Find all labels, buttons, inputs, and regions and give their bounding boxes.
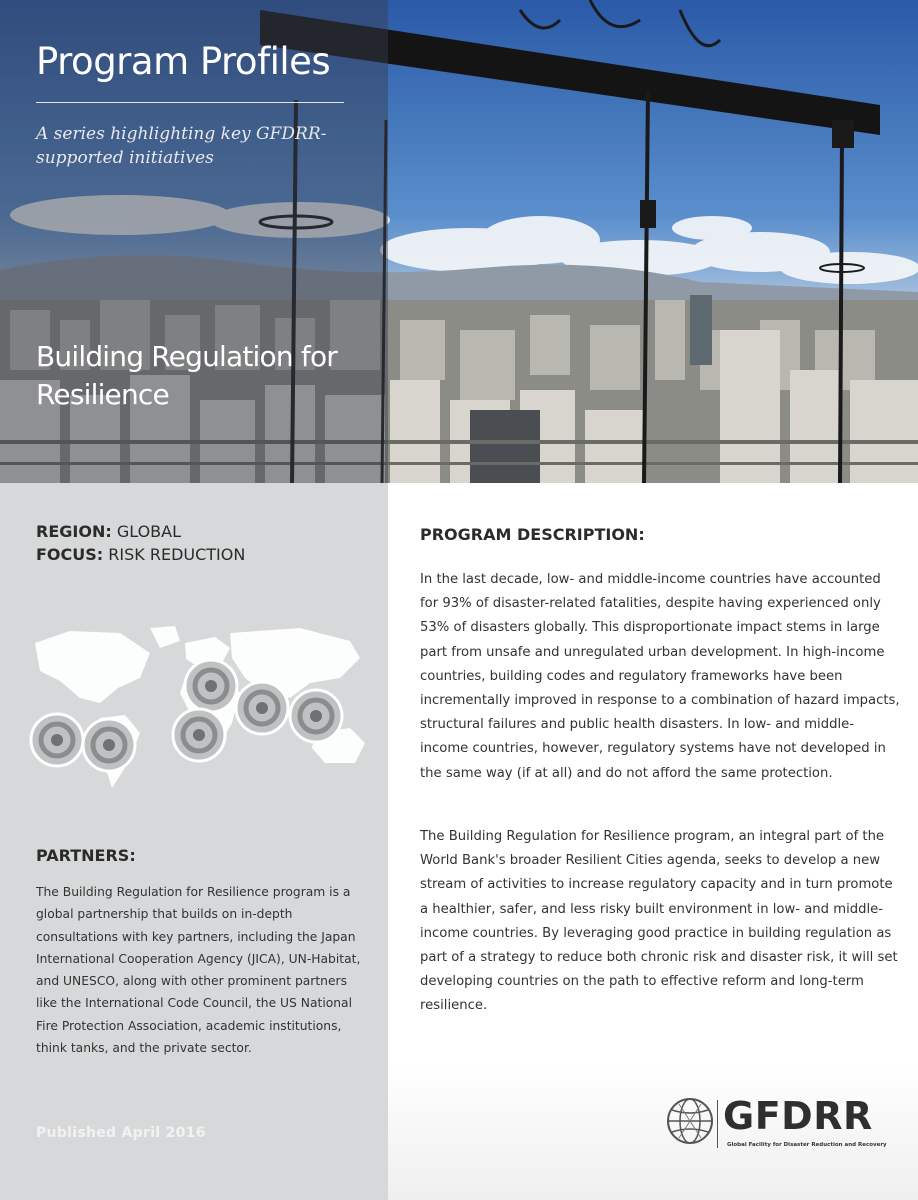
partners-text: The Building Regulation for Resilience program is a global partnership that builds on in-depth consultations with key partners, including the Japan International Cooperation Agency (JICA), UN-Habitat, and UNESCO, along with other prominent partners like the International Code Council, the US National Fire Protection Association, academic institutions, think tanks, and the private sector. <box>36 885 361 1056</box>
main-content <box>388 483 918 1200</box>
region-value: GLOBAL <box>116 522 181 541</box>
sidebar-panel <box>0 483 388 1200</box>
title-divider <box>36 102 344 103</box>
publication-date: Published April 2016 <box>36 1125 206 1141</box>
partners-heading: PARTNERS: <box>36 846 136 865</box>
region-label: REGION: <box>36 522 112 541</box>
focus-line <box>36 543 245 566</box>
region-line <box>36 520 245 543</box>
description-paragraph-2: The Building Regulation for Resilience program, an integral part of the World Bank's broader Resilient Cities agenda, seeks to develop a new stream of activities to increase regulatory capacity and in turn promote a healthier, safer, and less risky built environment in low- and middle-income countries. By leveraging good practice in building regulation as part of a strategy to reduce both chronic risk and disaster risk, it will set developing countries on the path to effective reform and long-term resilience. <box>420 829 898 1014</box>
logo-tagline: Global Facility for Disaster Reduction and Recovery <box>727 1142 887 1148</box>
target-marker-icon <box>185 660 237 712</box>
description-paragraph-1: In the last decade, low- and middle-income countries have accounted for 93% of disaster-related fatalities, despite having experienced only 53% of disasters globally. This disproportionate impact stems in large part from unsafe and unregulated urban development. In high-income countries, building codes and regulatory frameworks have been incrementally improved in response to a combination of hazard impacts, structural failures and public health disasters. In low- and middle-income countries, however, regulatory systems have not developed in the same way (if at all) and do not afford the same protection. <box>420 572 900 781</box>
logo-divider <box>717 1100 718 1148</box>
target-marker-icon <box>173 709 225 761</box>
page-title: Program Profiles <box>36 40 331 83</box>
target-marker-icon <box>290 690 342 742</box>
series-subtitle: A series highlighting key GFDRR-supported initiatives <box>36 124 327 168</box>
focus-value: RISK REDUCTION <box>108 545 246 564</box>
globe-icon <box>665 1096 715 1146</box>
hero-banner <box>0 0 918 483</box>
world-map-icon <box>0 623 388 793</box>
description-heading: PROGRAM DESCRIPTION: <box>420 525 645 544</box>
focus-label: FOCUS: <box>36 545 104 564</box>
logo-wordmark: GFDRR <box>723 1094 873 1138</box>
program-title: Building Regulation for Resilience <box>36 340 338 411</box>
program-meta <box>36 520 245 566</box>
target-marker-icon <box>83 719 135 771</box>
gfdrr-logo <box>665 1096 895 1156</box>
target-marker-icon <box>236 682 288 734</box>
target-marker-icon <box>31 714 83 766</box>
